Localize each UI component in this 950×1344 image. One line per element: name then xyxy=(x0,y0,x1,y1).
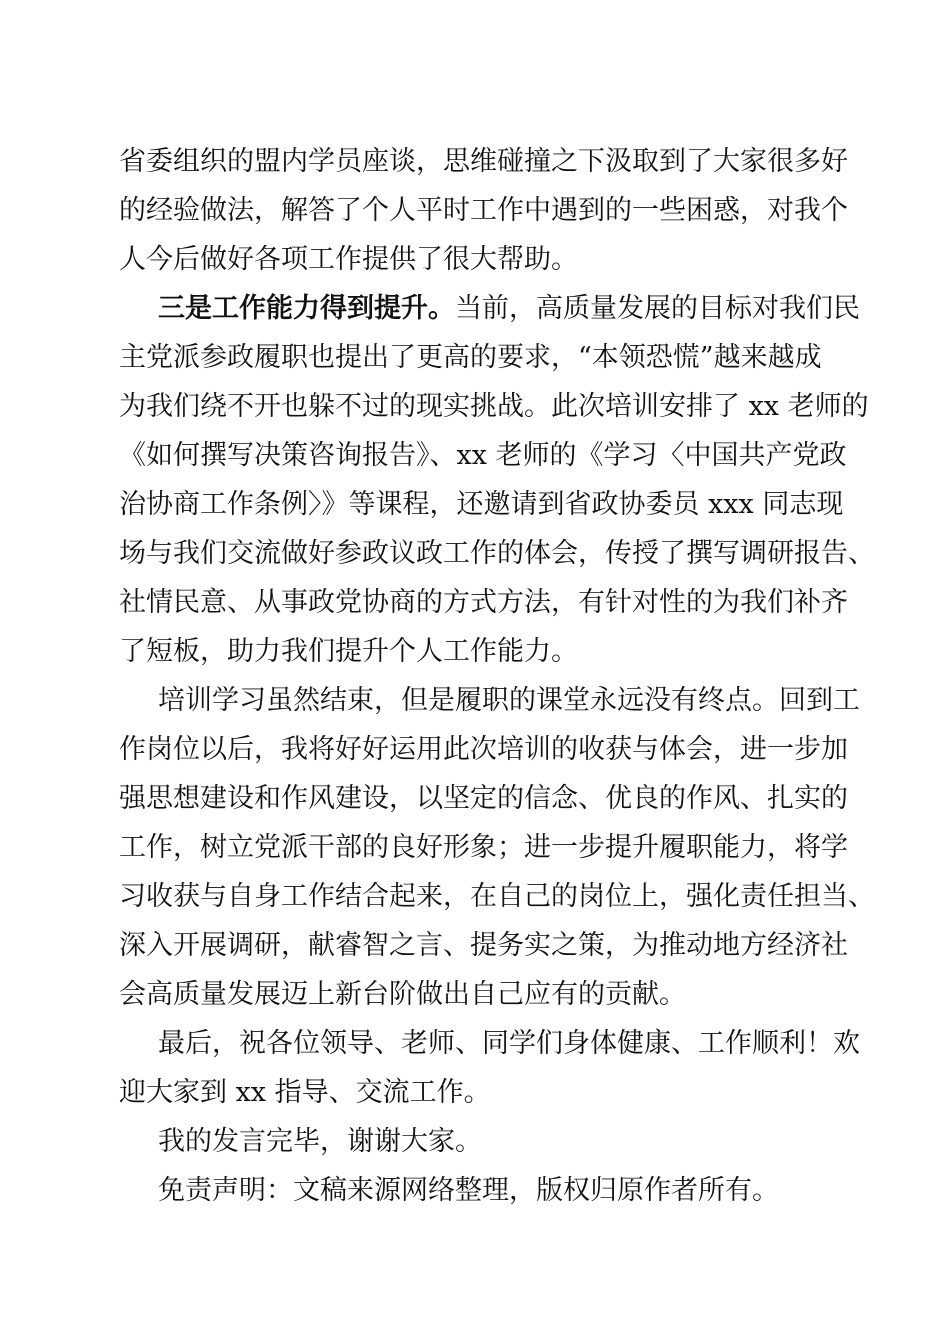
paragraph-line: 培训学习虽然结束，但是履职的课堂永远没有终点。回到工 xyxy=(158,685,860,716)
paragraph-line: 会高质量发展迈上新台阶做出自己应有的贡献。 xyxy=(119,979,686,1010)
paragraph-line: 主党派参政履职也提出了更高的要求，“本领恐慌”越来越成 xyxy=(119,342,822,373)
paragraph-line: 了短板，助力我们提升个人工作能力。 xyxy=(119,636,578,667)
paragraph-text: 当前，高质量发展的目标对我们民 xyxy=(455,293,860,324)
paragraph-line-with-heading xyxy=(158,291,860,327)
paragraph-line: 习收获与自身工作结合起来，在自己的岗位上，强化责任担当、 xyxy=(119,881,875,912)
paragraph-line: 的经验做法，解答了个人平时工作中遇到的一些困惑，对我个 xyxy=(119,195,848,226)
paragraph-line: 场与我们交流做好参政议政工作的体会，传授了撰写调研报告、 xyxy=(119,538,875,569)
paragraph-line: 迎大家到 xx 指导、交流工作。 xyxy=(119,1077,491,1108)
closing-line: 我的发言完毕，谢谢大家。 xyxy=(158,1126,482,1157)
paragraph-line: 强思想建设和作风建设，以坚定的信念、优良的作风、扎实的 xyxy=(119,783,848,814)
disclaimer-line: 免责声明：文稿来源网络整理，版权归原作者所有。 xyxy=(158,1175,779,1206)
section-heading: 三是工作能力得到提升。 xyxy=(158,293,455,324)
paragraph-line: 最后，祝各位领导、老师、同学们身体健康、工作顺利！欢 xyxy=(158,1028,860,1059)
paragraph-line: 深入开展调研，献睿智之言、提务实之策，为推动地方经济社 xyxy=(119,930,848,961)
paragraph-line: 省委组织的盟内学员座谈，思维碰撞之下汲取到了大家很多好 xyxy=(119,146,848,177)
paragraph-line: 《如何撰写决策咨询报告》、xx 老师的《学习〈中国共产党政 xyxy=(119,440,847,471)
paragraph-line: 治协商工作条例〉》等课程，还邀请到省政协委员 xxx 同志现 xyxy=(119,489,844,520)
paragraph-line: 人今后做好各项工作提供了很大帮助。 xyxy=(119,244,578,275)
paragraph-line: 工作，树立党派干部的良好形象；进一步提升履职能力，将学 xyxy=(119,832,848,863)
paragraph-line: 社情民意、从事政党协商的方式方法，有针对性的为我们补齐 xyxy=(119,587,848,618)
paragraph-line: 为我们绕不开也躲不过的现实挑战。此次培训安排了 xx 老师的 xyxy=(119,391,869,422)
paragraph-line: 作岗位以后，我将好好运用此次培训的收获与体会，进一步加 xyxy=(119,734,848,765)
